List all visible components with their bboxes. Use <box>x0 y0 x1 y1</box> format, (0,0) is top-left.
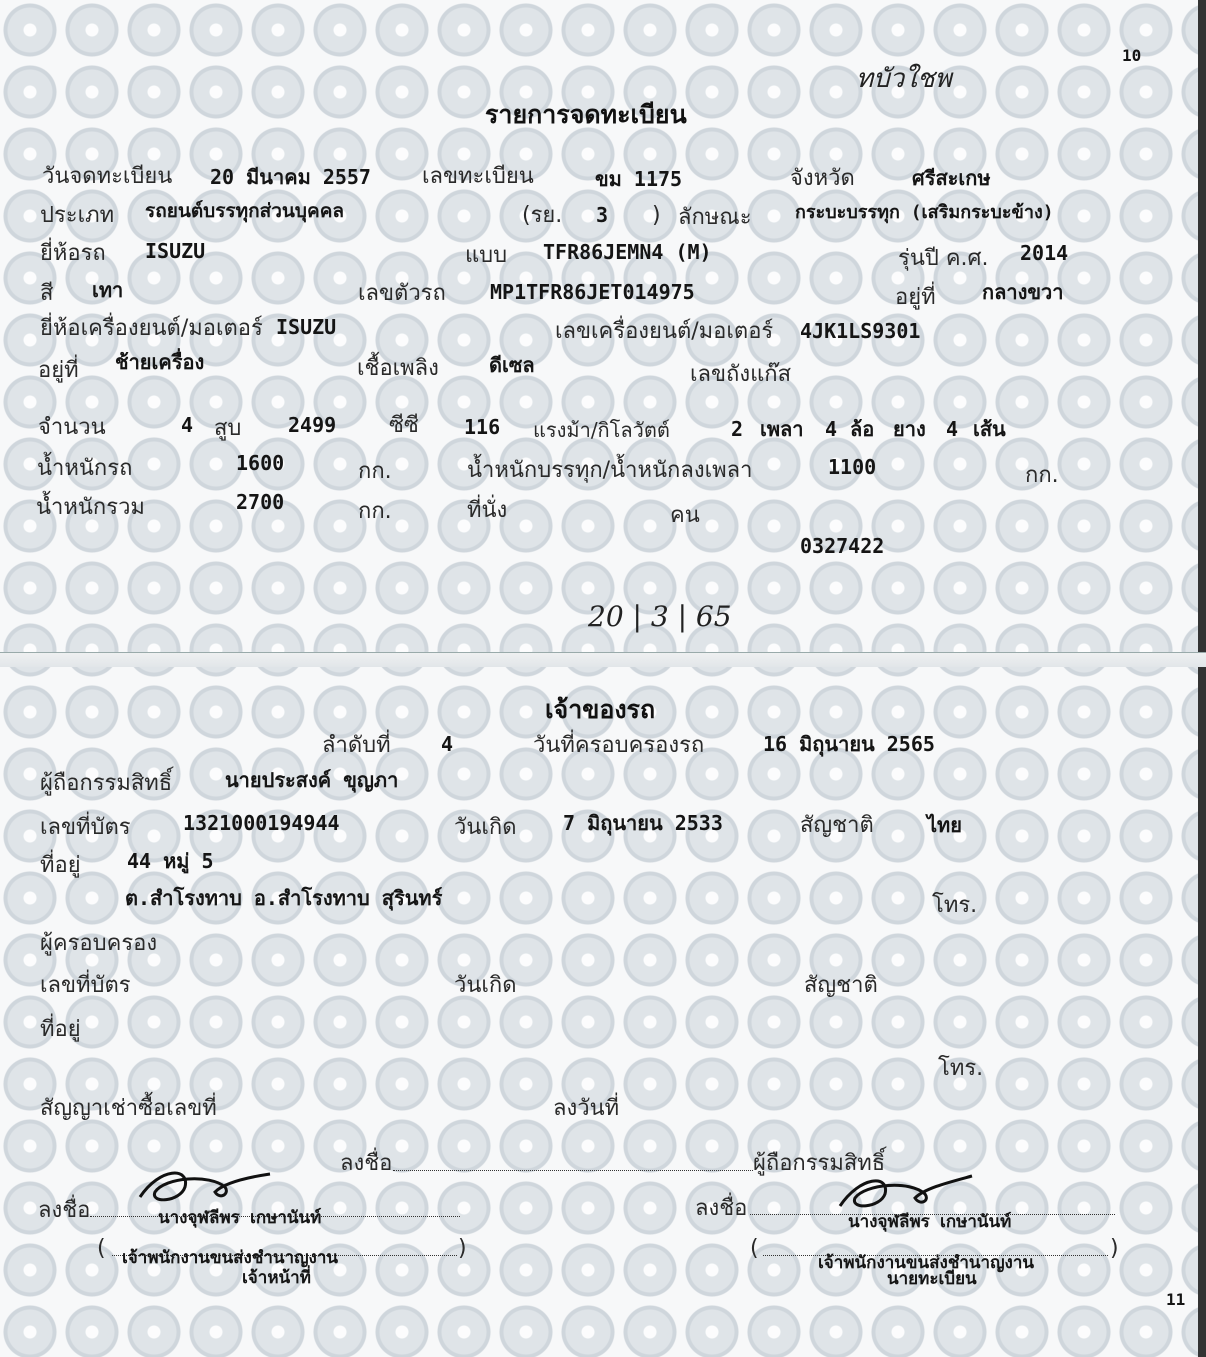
handwritten-date: 20 | 3 | 65 <box>588 600 732 633</box>
gross-weight-label: น้ำหนักรวม <box>36 495 145 520</box>
lease-date-label: ลงวันที่ <box>553 1096 620 1121</box>
weight-unit: กก. <box>358 459 392 484</box>
chassis-location: กลางขวา <box>982 280 1064 304</box>
engine-location-label: อยู่ที่ <box>38 358 79 383</box>
reg-date-label: วันจดทะเบียน <box>42 164 173 189</box>
page-number-top: 10 <box>1122 46 1142 65</box>
holder-label: ผู้ถือกรรมสิทธิ์ <box>40 771 173 796</box>
chassis-number: MP1TFR86JET014975 <box>490 280 695 304</box>
vehicle-type: รถยนต์บรรทุกส่วนบุคคล <box>145 200 345 222</box>
wheel-unit: ล้อ <box>850 417 875 441</box>
wheel-count: 4 <box>825 417 838 441</box>
birth-date-label: วันเกิด <box>454 815 517 840</box>
possessor-nationality-label: สัญชาติ <box>804 973 878 998</box>
paren-close-left: ) <box>458 1236 467 1261</box>
id-label: เลขที่บัตร <box>40 815 131 840</box>
phone-label: โทร. <box>932 893 978 918</box>
holder-sign-role: ผู้ถือกรรมสิทธิ์ <box>753 1151 886 1176</box>
color: เทา <box>92 278 124 302</box>
signature-left <box>130 1162 280 1212</box>
paren-open-right: ( <box>750 1236 759 1261</box>
address-line-2: ต.สำโรงทาบ อ.สำโรงทาบ สุรินทร์ <box>125 886 443 910</box>
province: ศรีสะเกษ <box>912 166 991 190</box>
birth-date: 7 มิถุนายน 2533 <box>563 811 723 835</box>
weight-label: น้ำหนักรถ <box>37 456 133 481</box>
lease-label: สัญญาเช่าซื้อเลขที่ <box>40 1096 217 1121</box>
type-label: ประเภท <box>40 203 115 228</box>
province-label: จังหวัด <box>790 166 855 191</box>
address-line-1: 44 หมู่ 5 <box>127 849 214 873</box>
chassis-label: เลขตัวรถ <box>358 281 446 306</box>
engine-number: 4JK1LS9301 <box>800 319 921 343</box>
officer-name-right: นางจุฬลีพร เกษานันท์ <box>848 1212 1012 1232</box>
sequence-label: ลำดับที่ <box>322 733 391 758</box>
paren-close-right: ) <box>1110 1236 1119 1261</box>
gross-weight: 2700 <box>236 490 285 514</box>
cylinder-count: 4 <box>181 413 194 437</box>
chassis-location-label: อยู่ที่ <box>895 285 936 310</box>
scan-edge <box>1198 0 1206 1357</box>
engine-number-label: เลขเครื่องยนต์/มอเตอร์ <box>555 319 774 344</box>
year-label: รุ่นปี ค.ศ. <box>898 246 989 271</box>
nationality: ไทย <box>927 813 962 837</box>
seats-label: ที่นั่ง <box>467 498 508 523</box>
tire-unit: เส้น <box>973 417 1006 441</box>
serial-number: 0327422 <box>800 534 885 558</box>
model-label: แบบ <box>465 243 508 268</box>
load-label: น้ำหนักบรรทุก/น้ำหนักลงเพลา <box>467 458 753 483</box>
brand: ISUZU <box>145 239 206 263</box>
possession-date: 16 มิถุนายน 2565 <box>763 732 935 756</box>
model: TFR86JEMN4 (M) <box>543 240 712 264</box>
reg-date: 20 มีนาคม 2557 <box>210 165 371 189</box>
officer-role-right: เจ้าพนักงานขนส่งชำนาญงาน <box>818 1253 1035 1273</box>
engine-brand-label: ยี่ห้อเครื่องยนต์/มอเตอร์ <box>40 316 263 341</box>
cylinder-unit: สูบ <box>214 416 242 441</box>
sequence-number: 4 <box>441 732 454 756</box>
tire-count: 4 <box>946 417 959 441</box>
engine-brand: ISUZU <box>276 315 337 339</box>
ry-open: (รย. <box>522 203 563 228</box>
plate-label: เลขทะเบียน <box>422 164 534 189</box>
horsepower: 116 <box>464 415 501 439</box>
page-fold <box>0 652 1206 667</box>
possessor-phone-label: โทร. <box>938 1056 984 1081</box>
handwritten-note: ทบัวใชพ <box>856 64 952 94</box>
holder-name: นายประสงค์ ขุญภา <box>225 768 399 792</box>
cylinder-label: จำนวน <box>38 415 106 440</box>
id-number: 1321000194944 <box>183 811 340 835</box>
officer-title-right: นายทะเบียน <box>887 1269 977 1289</box>
officer-sign-label-right: ลงชื่อ <box>695 1196 748 1221</box>
officer-title-left: เจ้าหน้าที่ <box>242 1268 311 1288</box>
fuel: ดีเซล <box>489 353 535 377</box>
gross-weight-unit: กก. <box>358 499 392 524</box>
officer-role-left: เจ้าพนักงานขนส่งชำนาญงาน <box>122 1248 339 1268</box>
engine-cc: 2499 <box>288 413 337 437</box>
engine-location: ช้ายเครื่อง <box>115 350 205 374</box>
address-label: ที่อยู่ <box>40 853 81 878</box>
possessor-label: ผู้ครอบครอง <box>40 931 158 956</box>
hp-unit: แรงม้า/กิโลวัตต์ <box>533 418 670 442</box>
load-weight: 1100 <box>828 455 877 479</box>
fuel-label: เชื้อเพลิง <box>357 356 439 381</box>
gas-tank-label: เลขถังแก๊ส <box>690 362 792 387</box>
style-label: ลักษณะ <box>678 205 752 230</box>
signature-right <box>830 1166 980 1216</box>
tire-label: ยาง <box>893 417 926 441</box>
model-year: 2014 <box>1020 241 1069 265</box>
possessor-birth-label: วันเกิด <box>454 973 517 998</box>
plate-number: ขม 1175 <box>595 167 683 191</box>
possessor-id-label: เลขที่บัตร <box>40 973 131 998</box>
possession-date-label: วันที่ครอบครองรถ <box>533 733 705 758</box>
brand-label: ยี่ห้อรถ <box>40 241 106 266</box>
vehicle-style: กระบะบรรทุก (เสริมกระบะข้าง) <box>795 202 1054 223</box>
axle-count: 2 <box>731 417 744 441</box>
owner-title: เจ้าของรถ <box>545 695 656 724</box>
officer-sign-label-left: ลงชื่อ <box>38 1198 91 1223</box>
registration-title: รายการจดทะเบียน <box>485 100 687 129</box>
page-number-bottom: 11 <box>1166 1290 1186 1309</box>
ry-close: ) <box>652 203 661 228</box>
cc-unit: ซีซี <box>389 413 419 438</box>
nationality-label: สัญชาติ <box>800 813 874 838</box>
vehicle-weight: 1600 <box>236 451 285 475</box>
holder-sign-label: ลงชื่อ <box>340 1151 393 1176</box>
seats-unit: คน <box>670 503 700 528</box>
officer-name-left: นางจุฬลีพร เกษานันท์ <box>158 1208 322 1228</box>
ry-number: 3 <box>596 203 609 227</box>
axle-unit: เพลา <box>760 417 804 441</box>
color-label: สี <box>40 281 54 306</box>
load-unit: กก. <box>1025 463 1059 488</box>
possessor-address-label: ที่อยู่ <box>40 1017 81 1042</box>
holder-sign-line <box>393 1170 753 1171</box>
paren-open-left: ( <box>97 1236 106 1261</box>
